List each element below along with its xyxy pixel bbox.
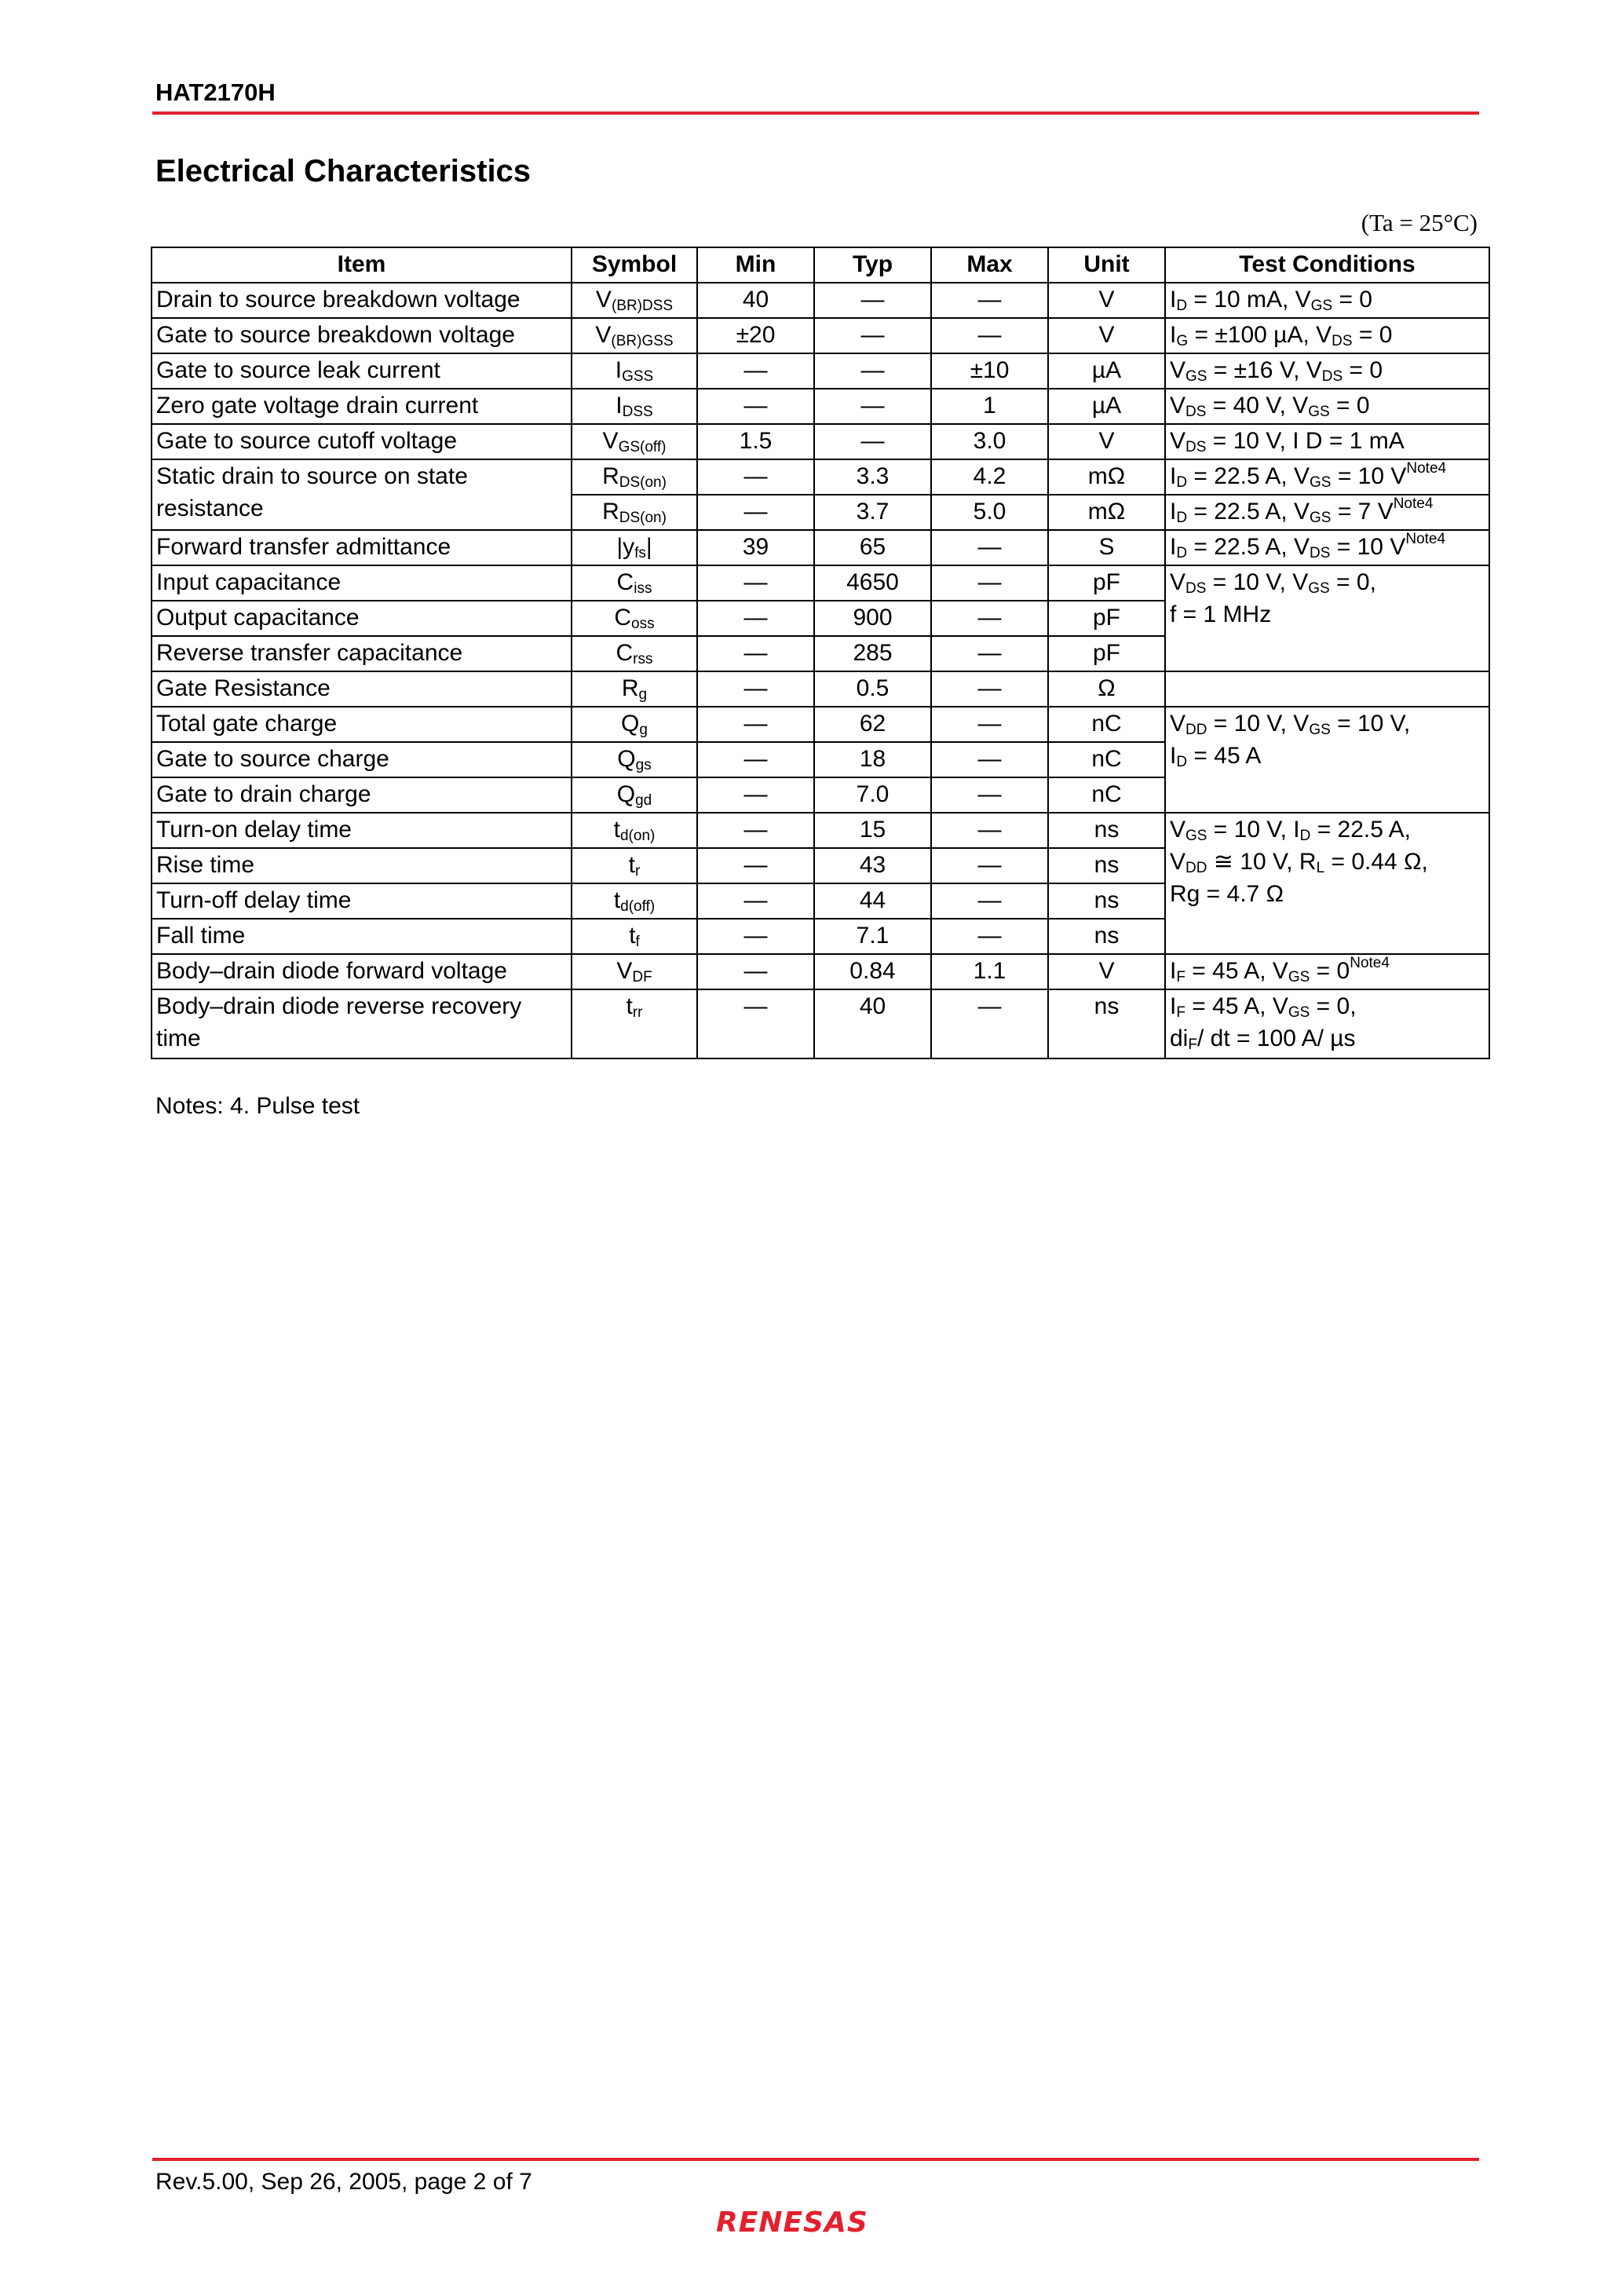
max-cell: 1.1 xyxy=(931,954,1048,989)
condition-cell xyxy=(1165,459,1489,495)
condition-line: f = 1 MHz xyxy=(1170,601,1272,627)
table-row xyxy=(152,671,1489,707)
unit-cell: µA xyxy=(1048,389,1165,424)
max-cell: — xyxy=(931,742,1048,777)
table-row xyxy=(152,813,1489,848)
unit-cell: ns xyxy=(1048,848,1165,883)
symbol-cell: $I_{GSS}$ xyxy=(572,353,697,389)
max-cell: — xyxy=(931,919,1048,954)
symbol-cell: $Q_g$ xyxy=(572,707,697,742)
symbol-cell: $Q_{gs}$ xyxy=(572,742,697,777)
min-cell: — xyxy=(697,389,814,424)
condition-line: $V_{DS} = 10$ V, $V_{GS} = 0$, xyxy=(1170,569,1376,597)
document-title: HAT2170H xyxy=(155,79,276,106)
condition-cell xyxy=(1165,989,1489,1058)
max-cell: — xyxy=(931,671,1048,707)
column-header: Max xyxy=(931,247,1048,283)
typ-cell: 43 xyxy=(814,848,931,883)
max-cell: — xyxy=(931,989,1048,1058)
min-cell: — xyxy=(697,495,814,530)
min-cell: — xyxy=(697,813,814,848)
condition-cell: $V_{DS} = 10$ V, I D = 1 mA xyxy=(1165,424,1489,459)
item-cell: Body–drain diode reverse recovery time xyxy=(152,989,572,1058)
condition-cell: $I_D = 10$ mA, $V_{GS} = 0$ xyxy=(1165,283,1489,318)
unit-cell: ns xyxy=(1048,919,1165,954)
column-header: Item xyxy=(152,247,572,283)
condition-line: $V_{DD}$ ≅ 10 V, $R_L = 0.44$ Ω, xyxy=(1170,849,1428,876)
item-cell: Rise time xyxy=(152,848,572,883)
max-cell: 1 xyxy=(931,389,1048,424)
min-cell: — xyxy=(697,883,814,919)
symbol-cell: $t_{rr}$ xyxy=(572,989,697,1058)
header-rule xyxy=(152,112,1479,115)
symbol-cell: $C_{iss}$ xyxy=(572,565,697,601)
min-cell: — xyxy=(697,671,814,707)
typ-cell: — xyxy=(814,353,931,389)
min-cell: — xyxy=(697,353,814,389)
condition-text: $I_D = 22.5$ A, $V_{GS} = 7$ V xyxy=(1170,499,1394,526)
unit-cell: nC xyxy=(1048,742,1165,777)
symbol-cell: $C_{rss}$ xyxy=(572,636,697,671)
min-cell: — xyxy=(697,848,814,883)
max-cell: 4.2 xyxy=(931,459,1048,495)
max-cell: — xyxy=(931,565,1048,601)
column-header: Symbol xyxy=(572,247,697,283)
min-cell: — xyxy=(697,707,814,742)
item-cell: Input capacitance xyxy=(152,565,572,601)
unit-cell: nC xyxy=(1048,777,1165,813)
max-cell: — xyxy=(931,883,1048,919)
symbol-cell: $R_g$ xyxy=(572,671,697,707)
condition-cell: $V_{GS} = \pm 16$ V, $V_{DS} = 0$ xyxy=(1165,353,1489,389)
unit-cell: pF xyxy=(1048,601,1165,636)
max-cell: 5.0 xyxy=(931,495,1048,530)
symbol-cell: $C_{oss}$ xyxy=(572,601,697,636)
symbol-cell: $V_{(BR)GSS}$ xyxy=(572,318,697,353)
item-cell: Total gate charge xyxy=(152,707,572,742)
unit-cell: V xyxy=(1048,424,1165,459)
min-cell: — xyxy=(697,919,814,954)
unit-cell: ns xyxy=(1048,883,1165,919)
item-cell: Turn-off delay time xyxy=(152,883,572,919)
item-cell: Gate to source breakdown voltage xyxy=(152,318,572,353)
revision-info: Rev.5.00, Sep 26, 2005, page 2 of 7 xyxy=(155,2169,532,2195)
max-cell: — xyxy=(931,813,1048,848)
table-row xyxy=(152,989,1489,1058)
symbol-cell: $t_r$ xyxy=(572,848,697,883)
unit-cell: µA xyxy=(1048,353,1165,389)
typ-cell: 0.84 xyxy=(814,954,931,989)
renesas-logo xyxy=(714,2200,911,2243)
table-row xyxy=(152,424,1489,459)
max-cell: — xyxy=(931,530,1048,565)
symbol-cell: $t_{d(off)}$ xyxy=(572,883,697,919)
symbol-cell: $V_{DF}$ xyxy=(572,954,697,989)
condition-text: $I_D = 22.5$ A, $V_{DS} = 10$ V xyxy=(1170,534,1406,561)
max-cell: — xyxy=(931,848,1048,883)
symbol-cell: $I_{DSS}$ xyxy=(572,389,697,424)
symbol-cell: $V_{(BR)DSS}$ xyxy=(572,283,697,318)
max-cell: ±10 xyxy=(931,353,1048,389)
item-cell: Static drain to source on state resistance xyxy=(152,459,572,530)
min-cell: — xyxy=(697,954,814,989)
condition-text: $I_D = 22.5$ A, $V_{GS} = 10$ V xyxy=(1170,463,1407,491)
unit-cell: Ω xyxy=(1048,671,1165,707)
table-row xyxy=(152,954,1489,989)
unit-cell: mΩ xyxy=(1048,495,1165,530)
min-cell: — xyxy=(697,989,814,1058)
min-cell: 40 xyxy=(697,283,814,318)
typ-cell: 62 xyxy=(814,707,931,742)
note-ref: Note4 xyxy=(1350,955,1390,971)
table-notes: Notes: 4. Pulse test xyxy=(155,1093,360,1119)
condition-cell xyxy=(1165,813,1489,954)
min-cell: — xyxy=(697,742,814,777)
table-row xyxy=(152,389,1489,424)
section-heading: Electrical Characteristics xyxy=(155,154,532,188)
min-cell: — xyxy=(697,777,814,813)
typ-cell: 4650 xyxy=(814,565,931,601)
logo-wordmark: RENESAS xyxy=(716,2206,868,2239)
condition-cell xyxy=(1165,954,1489,989)
unit-cell: nC xyxy=(1048,707,1165,742)
item-cell: Fall time xyxy=(152,919,572,954)
item-cell: Output capacitance xyxy=(152,601,572,636)
symbol-cell: $Q_{gd}$ xyxy=(572,777,697,813)
symbol-cell: $V_{GS(off)}$ xyxy=(572,424,697,459)
typ-cell: 18 xyxy=(814,742,931,777)
condition-text: $I_F = 45$ A, $V_{GS} = 0$ xyxy=(1170,958,1350,985)
item-cell: Gate Resistance xyxy=(152,671,572,707)
unit-cell: S xyxy=(1048,530,1165,565)
typ-cell: 44 xyxy=(814,883,931,919)
max-cell: — xyxy=(931,601,1048,636)
condition-line: $di_F/$ dt = 100 A/ µs xyxy=(1170,1026,1356,1053)
table-row xyxy=(152,283,1489,318)
item-cell: Gate to source leak current xyxy=(152,353,572,389)
table-row xyxy=(152,530,1489,565)
condition-cell xyxy=(1165,707,1489,813)
table-row xyxy=(152,353,1489,389)
min-cell: ±20 xyxy=(697,318,814,353)
unit-cell: ns xyxy=(1048,813,1165,848)
item-cell: Body–drain diode forward voltage xyxy=(152,954,572,989)
table-row xyxy=(152,565,1489,601)
condition-cell: $V_{DS} = 40$ V, $V_{GS} = 0$ xyxy=(1165,389,1489,424)
typ-cell: 40 xyxy=(814,989,931,1058)
typ-cell: — xyxy=(814,424,931,459)
condition-cell xyxy=(1165,530,1489,565)
symbol-cell: $R_{DS(on)}$ xyxy=(572,459,697,495)
typ-cell: — xyxy=(814,389,931,424)
max-cell: — xyxy=(931,777,1048,813)
min-cell: — xyxy=(697,565,814,601)
condition-line: $V_{GS} = 10$ V, $I_D = 22.5$ A, xyxy=(1170,817,1411,844)
item-cell: Forward transfer admittance xyxy=(152,530,572,565)
max-cell: — xyxy=(931,318,1048,353)
note-ref: Note4 xyxy=(1406,460,1447,477)
symbol-cell: $t_f$ xyxy=(572,919,697,954)
typ-cell: 285 xyxy=(814,636,931,671)
item-cell: Turn-on delay time xyxy=(152,813,572,848)
condition-cell xyxy=(1165,671,1489,707)
column-header: Typ xyxy=(814,247,931,283)
table-row xyxy=(152,459,1489,495)
condition-cell: $I_G = \pm 100$ µA, $V_{DS} = 0$ xyxy=(1165,318,1489,353)
condition-line: $V_{DD} = 10$ V, $V_{GS} = 10$ V, xyxy=(1170,711,1411,738)
item-cell: Reverse transfer capacitance xyxy=(152,636,572,671)
min-cell: — xyxy=(697,459,814,495)
item-cell: Gate to drain charge xyxy=(152,777,572,813)
symbol-cell: $t_{d(on)}$ xyxy=(572,813,697,848)
typ-cell: 7.1 xyxy=(814,919,931,954)
typ-cell: 0.5 xyxy=(814,671,931,707)
max-cell: — xyxy=(931,707,1048,742)
table-row xyxy=(152,707,1489,742)
unit-cell: V xyxy=(1048,954,1165,989)
typ-cell: 7.0 xyxy=(814,777,931,813)
symbol-cell: $R_{DS(on)}$ xyxy=(572,495,697,530)
symbol-cell: $|y_{fs}|$ xyxy=(572,530,697,565)
min-cell: — xyxy=(697,601,814,636)
typ-cell: 3.3 xyxy=(814,459,931,495)
note-ref: Note4 xyxy=(1405,531,1446,547)
item-cell: Zero gate voltage drain current xyxy=(152,389,572,424)
item-cell: Gate to source charge xyxy=(152,742,572,777)
item-cell: Gate to source cutoff voltage xyxy=(152,424,572,459)
min-cell: — xyxy=(697,636,814,671)
unit-cell: V xyxy=(1048,283,1165,318)
condition-cell xyxy=(1165,495,1489,530)
typ-cell: 3.7 xyxy=(814,495,931,530)
condition-cell xyxy=(1165,565,1489,671)
max-cell: 3.0 xyxy=(931,424,1048,459)
column-header: Min xyxy=(697,247,814,283)
typ-cell: 15 xyxy=(814,813,931,848)
electrical-characteristics-table xyxy=(151,247,1490,1059)
typ-cell: 65 xyxy=(814,530,931,565)
unit-cell: pF xyxy=(1048,636,1165,671)
footer-rule xyxy=(152,2158,1479,2161)
condition-line: $I_F = 45$ A, $V_{GS} = 0$, xyxy=(1170,993,1357,1021)
column-header: Test Conditions xyxy=(1165,247,1489,283)
typ-cell: 900 xyxy=(814,601,931,636)
max-cell: — xyxy=(931,636,1048,671)
table-header-row xyxy=(152,247,1489,283)
condition-line: $I_D = 45$ A xyxy=(1170,743,1262,770)
unit-cell: ns xyxy=(1048,989,1165,1058)
typ-cell: — xyxy=(814,283,931,318)
max-cell: — xyxy=(931,283,1048,318)
item-cell: Drain to source breakdown voltage xyxy=(152,283,572,318)
min-cell: 39 xyxy=(697,530,814,565)
column-header: Unit xyxy=(1048,247,1165,283)
unit-cell: pF xyxy=(1048,565,1165,601)
unit-cell: V xyxy=(1048,318,1165,353)
table-row xyxy=(152,318,1489,353)
ambient-condition: (Ta = 25°C) xyxy=(1361,209,1478,236)
typ-cell: — xyxy=(814,318,931,353)
condition-line: Rg = 4.7 Ω xyxy=(1170,881,1284,907)
min-cell: 1.5 xyxy=(697,424,814,459)
unit-cell: mΩ xyxy=(1048,459,1165,495)
note-ref: Note4 xyxy=(1393,495,1434,512)
